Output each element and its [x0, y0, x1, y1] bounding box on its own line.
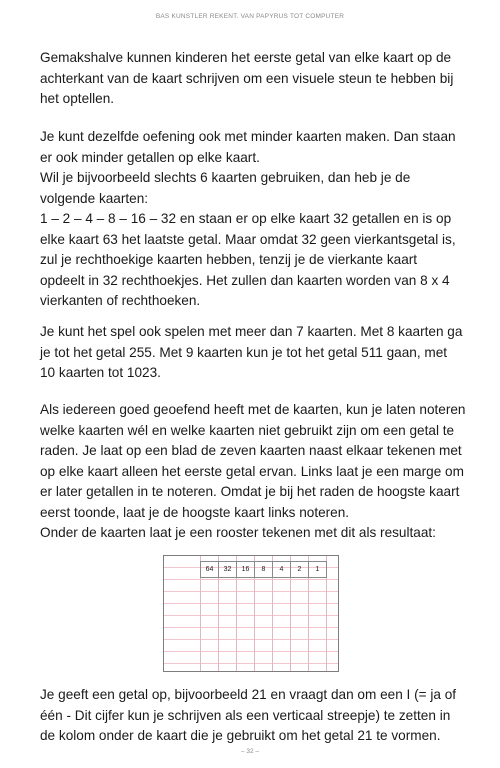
result-grid [163, 555, 339, 672]
text-line: Gemakshalve kunnen kinderen het eerste getal van elke kaart op de [40, 50, 452, 65]
grid-header-cell: 2 [290, 562, 308, 577]
text-line: het optellen. [40, 91, 115, 106]
text-line: Als iedereen goed geoefend heeft met de kaarten, kun je laten noteren [40, 402, 466, 417]
running-header: BAS KUNSTLER REKENT. VAN PAPYRUS TOT COMPUTER [155, 13, 345, 20]
text-line: 10 kaarten tot 1023. [40, 365, 161, 380]
text-line: Je kunt dezelfde oefening ook met minder kaarten maken. Dan staan [40, 129, 456, 144]
text-line: achterkant van de kaart schrijven om een visuele steun te hebben bij [40, 70, 454, 86]
grid-header-cell: 8 [254, 562, 272, 577]
text-line: opdeelt in 32 rechthoekjes. Het zullen dan kaarten worden van 8 x 4 [40, 272, 450, 288]
text-line: vierkanten of rechthoeken. [40, 293, 201, 308]
paragraph-3 [40, 322, 468, 384]
text-line: elke kaart 63 het laatste getal. Maar omdat 32 geen vierkantsgetal is, [40, 231, 456, 247]
text-line: 1 – 2 – 4 – 8 – 16 – 32 en staan er op elke kaart 32 getallen en is op [40, 211, 452, 226]
text-line: er later getallen in te noteren. Omdat je bij het raden de hoogste kaart [40, 484, 460, 499]
paragraph-2 [40, 127, 468, 312]
text-line: zul je rechthoekige kaarten hebben, tenzij je de vierkante kaart [40, 252, 418, 267]
text-line: Onder de kaarten laat je een rooster tekenen met dit als resultaat: [40, 525, 436, 540]
text-line: volgende kaarten: [40, 190, 149, 206]
text-line: Je geeft een getal op, bijvoorbeeld 21 en vraagt dan om een I (= ja of [40, 687, 457, 702]
grid-header-cell: 32 [218, 562, 236, 577]
text-line: één - Dit cijfer kun je schrijven als een verticaal streepje) te zetten in [40, 707, 451, 723]
text-line: eerst toonde, laat je de hoogste kaart links noteren. [40, 504, 350, 520]
paragraph-1 [40, 48, 468, 110]
text-line: op elke kaart alleen het eerste getal ervan. Links laat je een marge om [40, 463, 464, 479]
grid-header-row [200, 561, 327, 578]
page-number: – 32 – [240, 748, 260, 755]
text-line: welke kaarten wél en welke kaarten niet gebruikt zijn om een getal te [40, 422, 455, 438]
text-line: Wil je bijvoorbeeld slechts 6 kaarten gebruiken, dan heb je de [40, 170, 411, 185]
text-line: de kolom onder de kaart die je gebruikt om het getal 21 te vormen. [40, 728, 441, 743]
grid-header-cell: 4 [272, 562, 290, 577]
grid-header-cell: 1 [308, 562, 327, 577]
text-line: er ook minder getallen op elke kaart. [40, 149, 260, 165]
paragraph-5 [40, 685, 468, 747]
text-line: je tot het getal 255. Met 9 kaarten kun je tot het getal 511 gaan, met [40, 344, 448, 360]
grid-header-cell: 64 [200, 562, 218, 577]
text-line: raden. Je laat op een blad de zeven kaarten naast elkaar tekenen met [40, 443, 462, 458]
grid-header-cell: 16 [236, 562, 254, 577]
text-line: Je kunt het spel ook spelen met meer dan 7 kaarten. Met 8 kaarten ga [40, 324, 463, 339]
paragraph-4 [40, 400, 468, 544]
